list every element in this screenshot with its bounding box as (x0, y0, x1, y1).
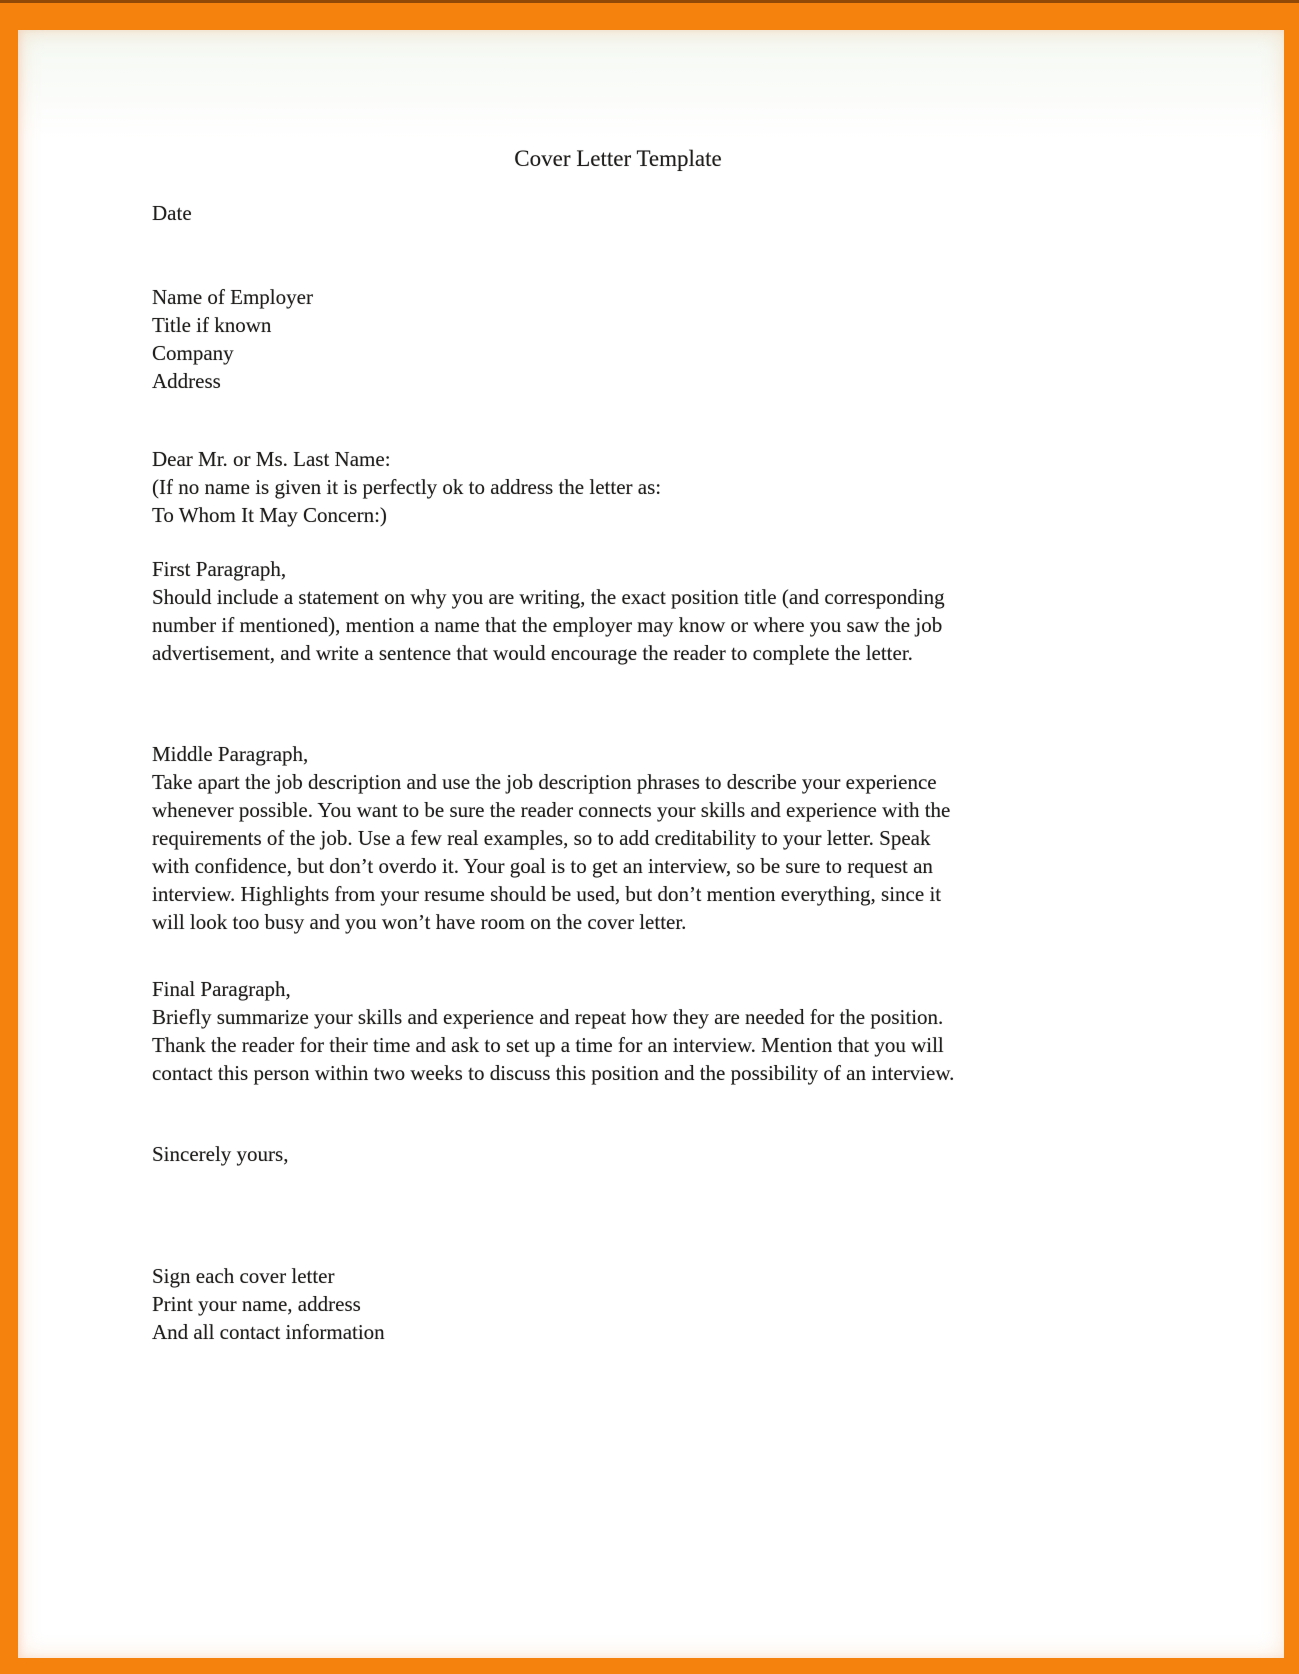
first-paragraph-heading: First Paragraph, (152, 557, 287, 581)
final-paragraph-heading: Final Paragraph, (152, 977, 291, 1001)
first-paragraph-line: number if mentioned), mention a name that the employer may know or where you saw the job (152, 613, 943, 637)
final-paragraph-section (152, 975, 1144, 1087)
middle-paragraph-line: whenever possible. You want to be sure the reader connects your skills and experience with the (152, 798, 951, 822)
date-line: Date (152, 201, 192, 225)
recipient-title-line: Title if known (152, 313, 272, 337)
frame-top-dark-edge (0, 0, 1299, 3)
middle-paragraph-line: will look too busy and you won’t have room on the cover letter. (152, 910, 687, 934)
letter-title: Cover Letter Template (514, 146, 722, 171)
letter-page (18, 30, 1284, 1658)
middle-paragraph-section (152, 740, 1144, 936)
signature-instruction-line: And all contact information (152, 1320, 385, 1344)
salutation-note-line-2: To Whom It May Concern:) (152, 503, 387, 527)
closing-line: Sincerely yours, (152, 1142, 289, 1166)
salutation-block (152, 445, 1144, 529)
signature-block (152, 1262, 1144, 1346)
final-paragraph-line: contact this person within two weeks to discuss this position and the possibility of an interview. (152, 1061, 955, 1085)
final-paragraph-line: Briefly summarize your skills and experience and repeat how they are needed for the position. (152, 1005, 944, 1029)
recipient-block (152, 283, 1144, 395)
first-paragraph-section (152, 555, 1144, 667)
middle-paragraph-heading: Middle Paragraph, (152, 742, 309, 766)
middle-paragraph-line: interview. Highlights from your resume should be used, but don’t mention everything, since it (152, 882, 942, 906)
signature-instruction-line: Print your name, address (152, 1292, 361, 1316)
first-paragraph-line: advertisement, and write a sentence that would encourage the reader to complete the letter. (152, 641, 913, 665)
salutation-note-line-1: (If no name is given it is perfectly ok to address the letter as: (152, 475, 662, 499)
final-paragraph-line: Thank the reader for their time and ask to set up a time for an interview. Mention that you will (152, 1033, 944, 1057)
recipient-name-line: Name of Employer (152, 285, 313, 309)
signature-instruction-line: Sign each cover letter (152, 1264, 335, 1288)
middle-paragraph-line: Take apart the job description and use the job description phrases to describe your experience (152, 770, 937, 794)
recipient-address-line: Address (152, 369, 221, 393)
first-paragraph-line: Should include a statement on why you are writing, the exact position title (and corresponding (152, 585, 945, 609)
middle-paragraph-line: with confidence, but don’t overdo it. Your goal is to get an interview, so be sure to request an (152, 854, 933, 878)
salutation-line: Dear Mr. or Ms. Last Name: (152, 447, 391, 471)
middle-paragraph-line: requirements of the job. Use a few real examples, so to add creditability to your letter. Speak (152, 826, 931, 850)
recipient-company-line: Company (152, 341, 234, 365)
